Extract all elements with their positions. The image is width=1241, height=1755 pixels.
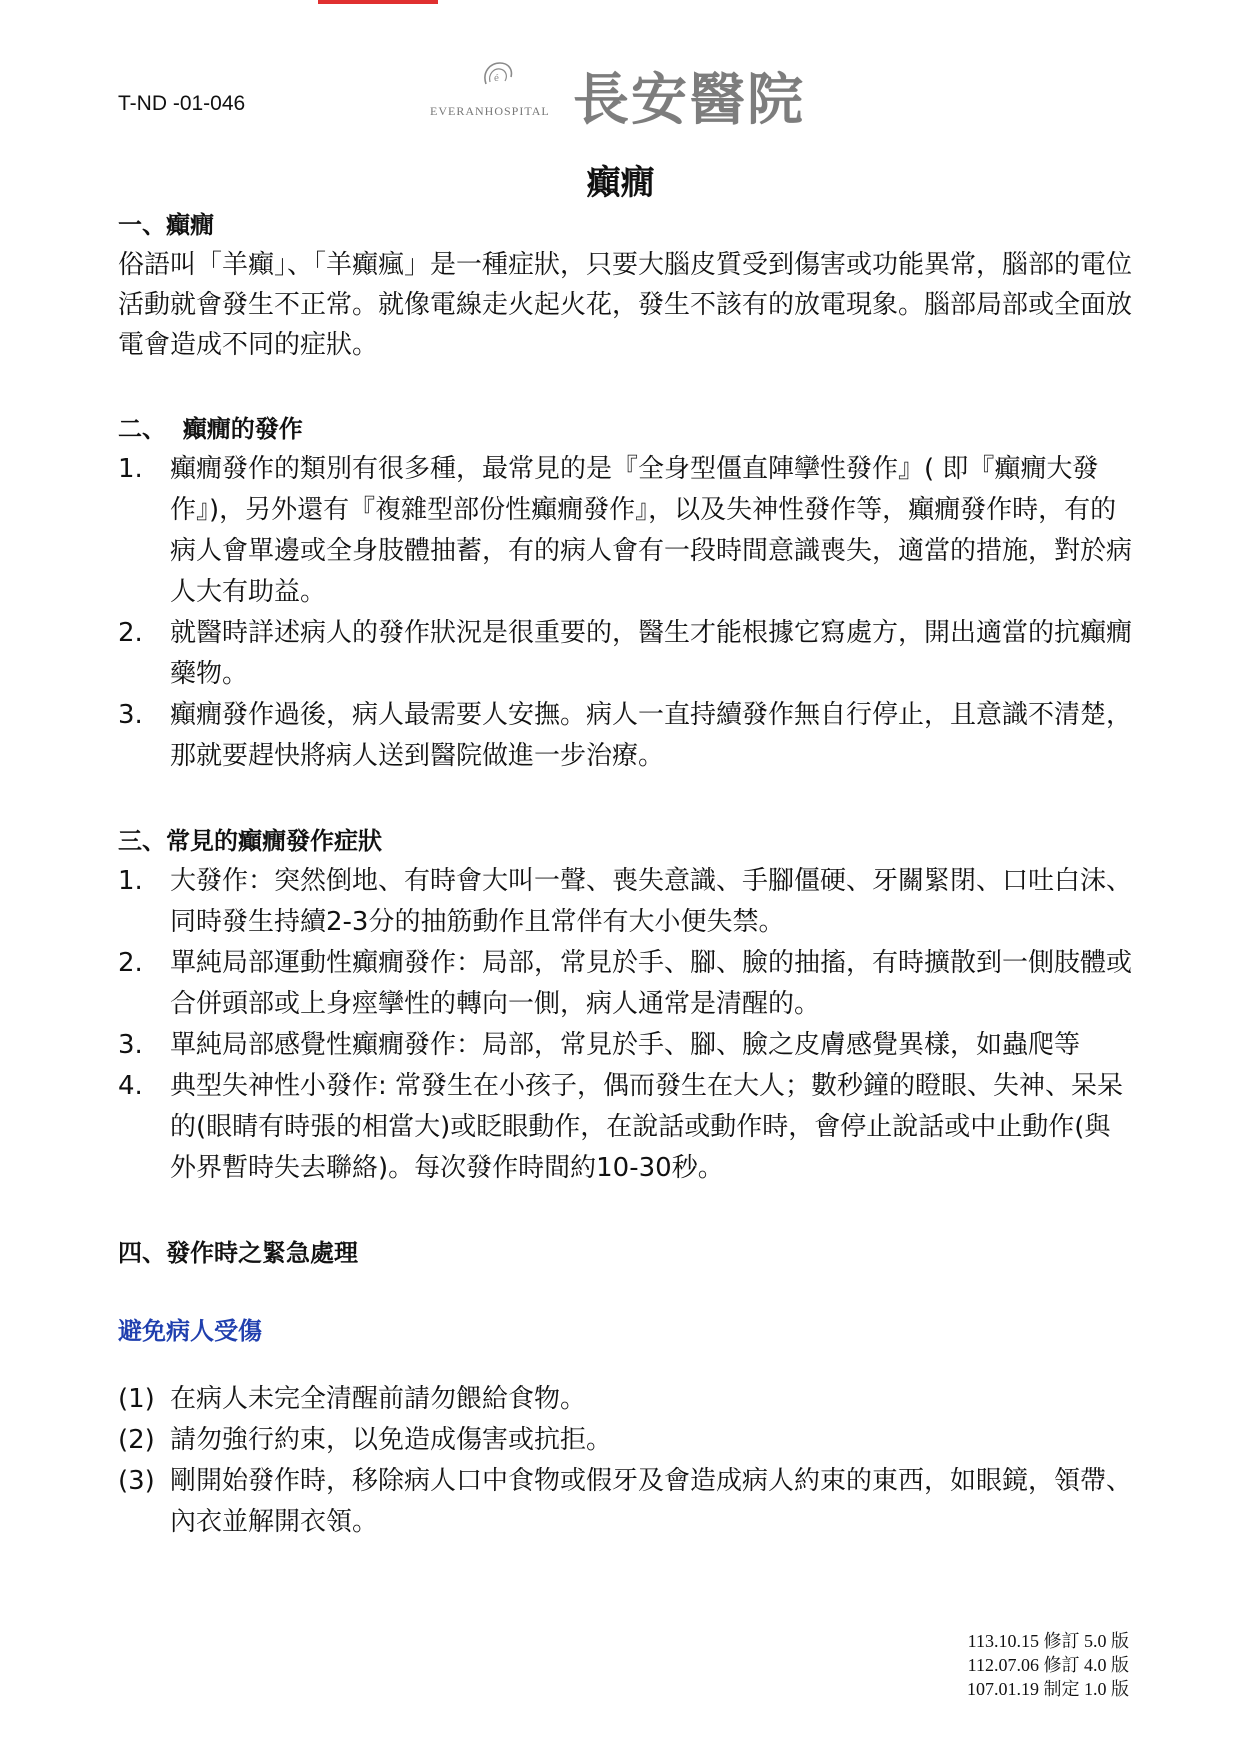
section-3-list [118,861,1133,1189]
section-2-list [118,449,1133,777]
revision-line: 112.07.06 修訂 4.0 版 [967,1655,1129,1675]
list-item-number: 3. [118,700,143,730]
list-item [118,1461,1133,1543]
list-item-number: 3. [118,1030,143,1060]
list-item-text: 就醫時詳述病人的發作狀況是很重要的，醫生才能根據它寫處方，開出適當的抗癲癇藥物。 [170,618,1133,689]
list-item-text: 單純局部運動性癲癇發作：局部，常見於手、腳、臉的抽搐，有時擴散到一側肢體或合併頭部或上身痙攣性的轉向一側，病人通常是清醒的。 [170,948,1133,1019]
section-1-paragraph: 俗語叫「羊癲」、「羊癲瘋」是一種症狀，只要大腦皮質受到傷害或功能異常，腦部的電位活動就會發生不正常。就像電線走火起火花，發生不該有的放電現象。腦部局部或全面放電會造成不同的症狀。 [118,250,1133,360]
list-item [118,695,1133,777]
list-item-number: 1. [118,866,143,896]
list-item-number: 4. [118,1071,143,1101]
list-item [118,1379,1133,1420]
section-4-subheading: 避免病人受傷 [118,1317,262,1345]
page-title: 癲癇 [586,163,655,203]
list-item-text: 單純局部感覺性癲癇發作：局部，常見於手、腳、臉之皮膚感覺異樣，如蟲爬等 [170,1030,1081,1060]
document-body [118,205,1133,1543]
section-heading-2: 二、 癲癇的發作 [118,415,303,443]
list-item-text: 請勿強行約束，以免造成傷害或抗拒。 [170,1425,613,1455]
list-item [118,943,1133,1025]
list-item-text: 典型失神性小發作: 常發生在小孩子，偶而發生在大人；數秒鐘的瞪眼、失神、呆呆的(眼睛有時張的相當大)或眨眼動作，在說話或動作時，會停止說話或中止動作(與外界暫時失去聯絡)。每次發作時間約10-30秒。 [170,1071,1124,1183]
list-item [118,1066,1133,1189]
list-item-text: 癲癇發作的類別有很多種，最常見的是『全身型僵直陣攣性發作』( 即『癲癇大發作』)，另外還有『複雜型部份性癲癇發作』，以及失神性發作等，癲癇發作時，有的病人會單邊或全身肢體抽蓄，有的病人會有一段時間意識喪失，適當的措施，對於病人大有助益。 [170,454,1133,607]
list-item-number: (2) [118,1425,155,1455]
list-item [118,1420,1133,1461]
list-item-number: 1. [118,454,143,484]
document-code: T-ND -01-046 [118,92,246,115]
list-item-text: 癲癇發作過後，病人最需要人安撫。病人一直持續發作無自行停止，且意識不清楚，那就要趕快將病人送到醫院做進一步治療。 [170,700,1133,771]
logo-chinese-name: 長安醫院 [573,67,805,133]
top-accent-bar [318,0,438,4]
list-item [118,861,1133,943]
list-item [118,1025,1133,1066]
revision-line: 113.10.15 修訂 5.0 版 [967,1631,1129,1651]
section-4-list [118,1379,1133,1543]
list-item-number: 2. [118,618,143,648]
svg-text:é: é [494,72,499,84]
revision-history [967,1629,1129,1701]
section-heading-4: 四、發作時之緊急處理 [118,1239,358,1267]
list-item [118,449,1133,613]
list-item-number: (3) [118,1466,155,1496]
list-item-text: 剛開始發作時，移除病人口中食物或假牙及會造成病人約束的東西，如眼鏡，領帶、內衣並解開衣領。 [170,1466,1133,1537]
list-item [118,613,1133,695]
hospital-monogram-icon [480,60,516,90]
revision-line: 107.01.19 制定 1.0 版 [967,1679,1129,1699]
hospital-logo [430,56,830,133]
section-heading-1: 一、癲癇 [118,211,214,239]
list-item-number: 2. [118,948,143,978]
list-item-text: 在病人未完全清醒前請勿餵給食物。 [170,1384,587,1414]
section-heading-3: 三、常見的癲癇發作症狀 [118,827,382,855]
logo-english-name: EVERANHOSPITAL [430,104,550,118]
list-item-text: 大發作：突然倒地、有時會大叫一聲、喪失意識、手腳僵硬、牙關緊閉、口吐白沫、同時發生持續2-3分的抽筋動作且常伴有大小便失禁。 [170,866,1133,937]
list-item-number: (1) [118,1384,155,1414]
